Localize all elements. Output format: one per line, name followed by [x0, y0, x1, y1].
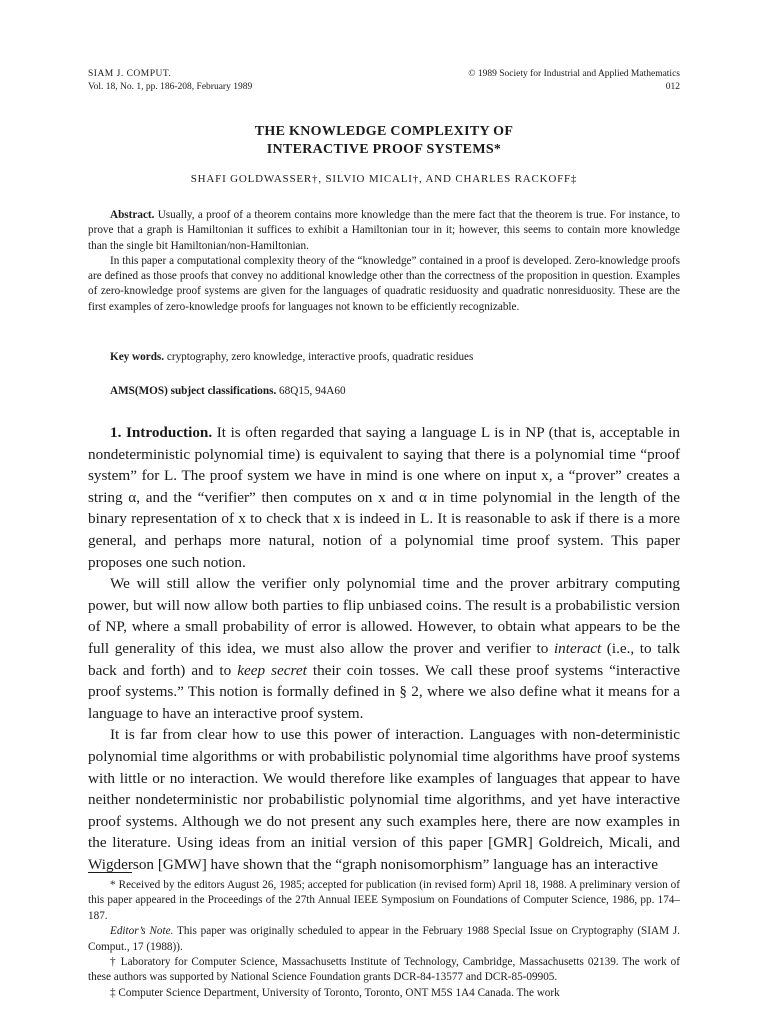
- abstract-label: Abstract.: [110, 209, 155, 221]
- footnote-rule: [88, 872, 132, 873]
- intro-text-2a: We will still allow the verifier only polynomial time and the prover arbitrary computing power, but will now allow both parties to flip unbiased coins. The result is a probabilistic version of NP, where a small probability of error is allowed. However, to obtain what appears to be the full generality of this idea, we must also allow the prover and verifier to: [88, 575, 680, 657]
- paper-title: [88, 123, 680, 159]
- footnotes: [88, 878, 680, 1001]
- intro-text-2b: (i.e., to talk back and forth) and to: [88, 639, 680, 679]
- journal-name: SIAM J. COMPUT.: [88, 69, 172, 79]
- intro-paragraph-2: [88, 573, 680, 724]
- introduction-section: [88, 422, 680, 875]
- paper-page: [88, 0, 680, 1024]
- keywords-label: Key words.: [110, 351, 165, 363]
- keywords: [88, 351, 680, 363]
- intro-text-1: It is often regarded that saying a language L is in NP (that is, acceptable in nondeterministic polynomial time) is equivalent to saying that there is a polynomial time “proof system” for L. The proof system we have in mind is one where on input x, a “prover” creates a string α, and the “verifier” then computes on x and α in time polynomial in the length of the binary representation of x to check that x is indeed in L. It is reasonable to ask if there is a more general, and perhaps more natural, notion of a polynomial time proof system. This paper proposes one such notion.: [88, 424, 680, 571]
- abstract-text-1: Usually, a proof of a theorem contains more knowledge than the mere fact that the theorem is true. For instance, to prove that a graph is Hamiltonian it suffices to exhibit a Hamiltonian tour in it; however, this seems to contain more knowledge than the single bit Hamiltonian/non-Hamiltonian.: [88, 209, 680, 252]
- ams-text: 68Q15, 94A60: [279, 385, 346, 397]
- footnote-editor-note: [88, 924, 680, 955]
- abstract: [88, 208, 680, 315]
- footnote-toronto: ‡ Computer Science Department, University of Toronto, Toronto, ONT M5S 1A4 Canada. The work: [110, 986, 560, 999]
- copyright-notice: © 1989 Society for Industrial and Applied Mathematics: [468, 69, 680, 79]
- keywords-text: cryptography, zero knowledge, interactive proofs, quadratic residues: [166, 351, 474, 363]
- article-number: 012: [665, 82, 680, 92]
- author-list: SHAFI GOLDWASSER†, SILVIO MICALI†, AND CHARLES RACKOFF‡: [190, 173, 578, 185]
- title-line-2: INTERACTIVE PROOF SYSTEMS*: [266, 142, 502, 157]
- section-heading: 1. Introduction.: [110, 424, 213, 441]
- ams-label: AMS(MOS) subject classifications.: [110, 385, 277, 397]
- intro-paragraph-3: It is far from clear how to use this power of interaction. Languages with non-deterministic polynomial time algorithms or with probabilistic polynomial time algorithms have proof systems with little or no interaction. We would therefore like examples of languages that appear to have neither nondeterministic nor probabilistic polynomial time algorithms, and yet have interactive proof systems. Although we do not present any such examples here, there are now examples in the literature. Using ideas from an initial version of this paper [GMR] Goldreich, Micali, and Wigderson [GMW] have shown that the “graph nonisomorphism” language has an interactive: [88, 726, 680, 873]
- abstract-paragraph-1: [88, 208, 680, 254]
- journal-volume: Vol. 18, No. 1, pp. 186-208, February 1989: [88, 82, 253, 92]
- title-line-1: THE KNOWLEDGE COMPLEXITY OF: [254, 124, 514, 139]
- ams-classification: [88, 385, 680, 397]
- footnote-mit: † Laboratory for Computer Science, Massachusetts Institute of Technology, Cambridge, Massachusetts 02139. The work of these authors was supported by National Science Foundation grants DCR-84-13577 and DCR-85-09905.: [88, 956, 680, 984]
- intro-paragraph-1: [88, 422, 680, 573]
- footnote-received: * Received by the editors August 26, 1985; accepted for publication (in revised form) April 18, 1988. A preliminary version of this paper appeared in the Proceedings of the 27th Annual IEEE Symposium on Foundations of Computer Science, 1986, pp. 174–187.: [88, 879, 680, 922]
- intro-text-2c: their coin tosses. We call these proof systems “interactive proof systems.” This notion is formally defined in § 2, where we also define what it means for a language to have an interactive proof system.: [88, 661, 681, 722]
- copyright-header: [468, 68, 680, 94]
- abstract-paragraph-2: In this paper a computational complexity theory of the “knowledge” contained in a proof is developed. Zero-knowledge proofs are defined as those proofs that convey no additional knowledge other than the correctness of the proposition in question. Examples of zero-knowledge proof systems are given for the languages of quadratic residuosity and quadratic nonresiduosity. These are the first examples of zero-knowledge proofs for languages not known to be efficiently recognizable.: [88, 254, 680, 313]
- emphasis-keep-secret: keep secret: [237, 661, 307, 679]
- emphasis-interact: interact: [553, 639, 602, 657]
- editor-note-text: This paper was originally scheduled to appear in the February 1988 Special Issue on Cryptography (SIAM J. Comput., 17 (1988)).: [88, 925, 680, 953]
- editor-note-label: Editor’s Note.: [110, 925, 174, 938]
- journal-header: [88, 68, 252, 94]
